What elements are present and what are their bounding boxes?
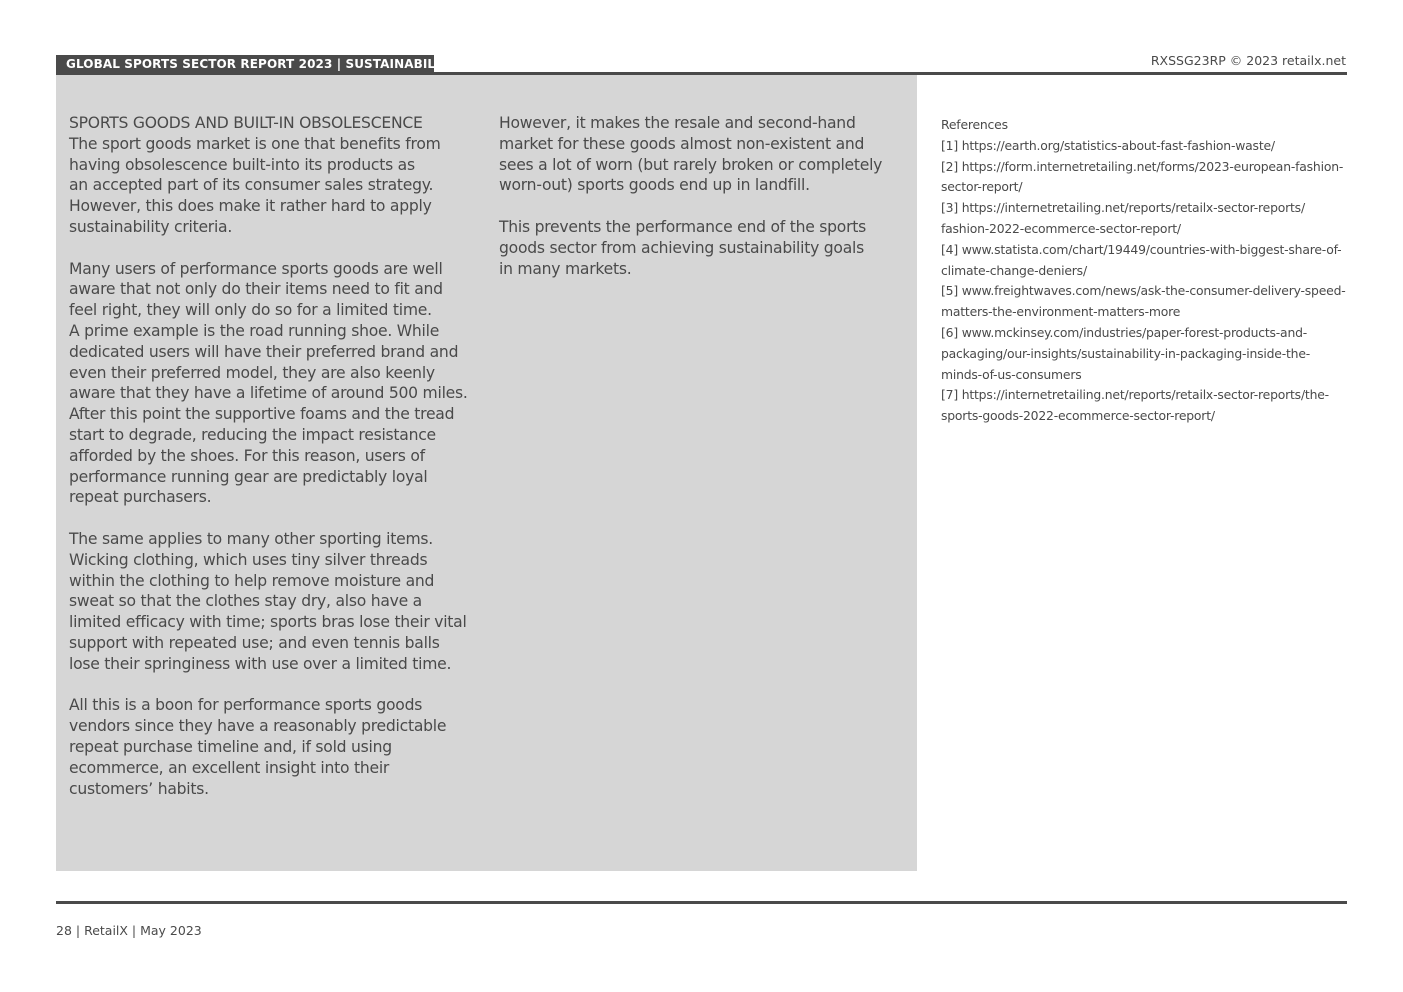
copyright-text: RXSSG23RP © 2023 retailx.net: [1150, 53, 1346, 68]
article-column-2: [499, 113, 899, 300]
footer-divider: [56, 901, 1347, 904]
article-column-1: [69, 113, 469, 820]
references-title: References: [941, 117, 1008, 132]
reference-link[interactable]: [6] www.mckinsey.com/industries/paper-forest-products-and- packaging/our-insights/sustainability-in-packaging-inside-the- minds-of-us-consumers: [941, 324, 1311, 382]
reference-link[interactable]: [7] https://internetretailing.net/reports/retailx-sector-reports/the- sports-goods-2022-ecommerce-sector-report/: [941, 387, 1329, 424]
section-tag: GLOBAL SPORTS SECTOR REPORT 2023 | SUSTAINABILITY: [56, 55, 434, 74]
paragraph: The same applies to many other sporting items. Wicking clothing, which uses tiny silver threads within the clothing to help remove moisture and sweat so that the clothes stay dry, also have a limited efficacy with time; sports bras lose their vital support with repeated use; and even tennis balls lose their springiness with use over a limited time.: [69, 529, 467, 673]
reference-link[interactable]: [1] https://earth.org/statistics-about-fast-fashion-waste/: [941, 137, 1275, 153]
references-list: [941, 115, 1351, 427]
paragraph: Many users of performance sports goods are well aware that not only do their items need to fit and feel right, they will only do so for a limited time. A prime example is the road running shoe. While dedicated users will have their preferred brand and even their preferred model, they are also keenly aware that they have a lifetime of around 500 miles. After this point the supportive foams and the tread start to degrade, reducing the impact resistance afforded by the shoes. For this reason, users of performance running gear are predictably loyal repeat purchasers.: [69, 259, 468, 507]
paragraph: This prevents the performance end of the sports goods sector from achieving sustainability goals in many markets.: [499, 217, 866, 278]
page-footer: 28 | RetailX | May 2023: [56, 923, 202, 938]
paragraph: The sport goods market is one that benefits from having obsolescence built-into its products as an accepted part of its consumer sales strategy. However, this does make it rather hard to apply sustainability criteria.: [69, 134, 441, 236]
reference-link[interactable]: [4] www.statista.com/chart/19449/countries-with-biggest-share-of- climate-change-deniers/: [941, 241, 1342, 278]
article-heading: SPORTS GOODS AND BUILT-IN OBSOLESCENCE: [69, 114, 423, 132]
paragraph: However, it makes the resale and second-hand market for these goods almost non-existent and sees a lot of worn (but rarely broken or completely worn-out) sports goods end up in landfill.: [499, 114, 883, 195]
reference-link[interactable]: [3] https://internetretailing.net/reports/retailx-sector-reports/ fashion-2022-ecommerce-sector-report/: [941, 200, 1305, 236]
reference-link[interactable]: [2] https://form.internetretailing.net/forms/2023-european-fashion- sector-report/: [941, 158, 1344, 195]
paragraph: All this is a boon for performance sports goods vendors since they have a reasonably predictable repeat purchase timeline and, if sold using ecommerce, an excellent insight into their customers’ habits.: [69, 696, 447, 798]
reference-link[interactable]: [5] www.freightwaves.com/news/ask-the-consumer-delivery-speed- matters-the-environment-matters-more: [941, 283, 1346, 320]
